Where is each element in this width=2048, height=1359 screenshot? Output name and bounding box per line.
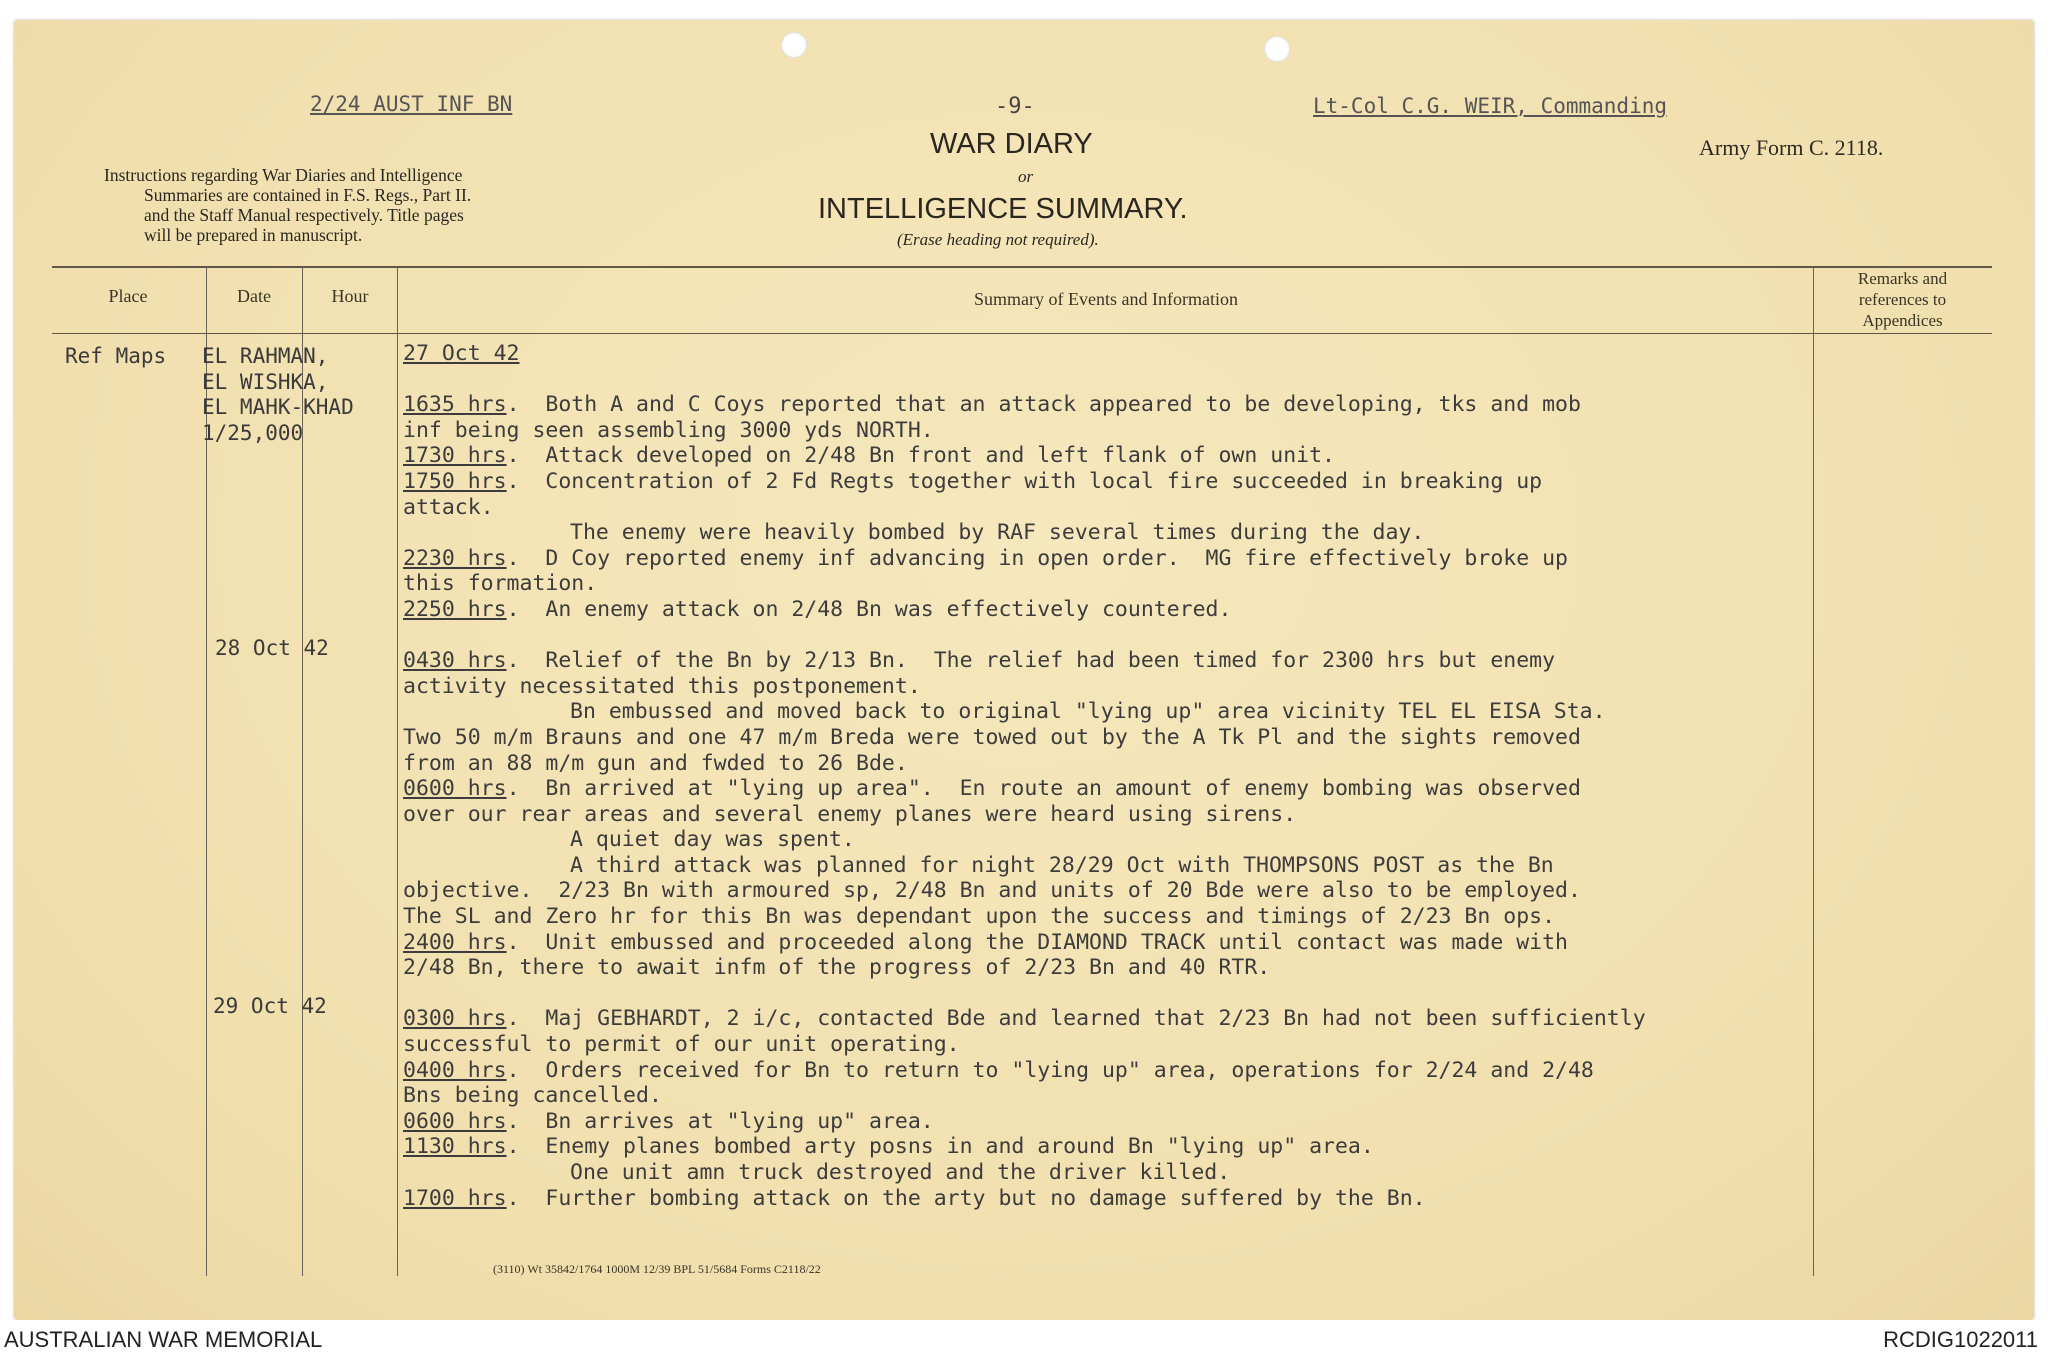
entry-text: . Both A and C Coys reported that an attack appeared to be developing, tks and mob [506, 392, 1581, 418]
entry-time: 0600 hrs [403, 776, 507, 802]
title-war-diary: WAR DIARY [930, 128, 1093, 160]
entry-text: The SL and Zero hr for this Bn was dependant upon the success and timings of 2/23 Bn ops. [403, 904, 1556, 930]
diary-line [403, 930, 1883, 956]
diary-line [403, 1006, 1883, 1032]
entry-text: . D Coy reported enemy inf advancing in open order. MG fire effectively broke up [506, 545, 1568, 571]
diary-line [403, 623, 1883, 649]
diary-line [403, 367, 1883, 393]
instructions-note: Instructions regarding War Diaries and Intelligence Summaries are contained in F.S. Regs., Part II. and the Staff Manual respectively. Title pages will be prepared in manuscript. [104, 165, 472, 245]
diary-line [403, 725, 1883, 751]
entry-text: activity necessitated this postponement. [403, 673, 921, 699]
entry-text: over our rear areas and several enemy planes were heard using sirens. [403, 801, 1297, 827]
entry-time: 2400 hrs [403, 929, 507, 955]
entry-time: 0400 hrs [403, 1057, 507, 1083]
entry-text: this formation. [403, 571, 598, 597]
diary-line [403, 751, 1883, 777]
column-summary: Summary of Events and Information [974, 289, 1238, 309]
entry-text: . Enemy planes bombed arty posns in and around Bn "lying up" area. [506, 1134, 1374, 1160]
date-29-oct: 29 Oct 42 [213, 994, 327, 1018]
ref-maps-label: Ref Maps [65, 344, 167, 368]
header-bottom-rule [52, 333, 1992, 334]
column-hour: Hour [331, 286, 369, 306]
title-intelligence-summary: INTELLIGENCE SUMMARY. [818, 193, 1188, 225]
diary-line [403, 1032, 1883, 1058]
diary-line [403, 571, 1883, 597]
footer-source: AUSTRALIAN WAR MEMORIAL [4, 1327, 323, 1352]
entry-time: 2230 hrs [403, 545, 507, 571]
entry-time: 0600 hrs [403, 1108, 507, 1134]
diary-line [403, 469, 1883, 495]
diary-line [403, 546, 1883, 572]
diary-line [403, 495, 1883, 521]
entry-text: The enemy were heavily bombed by RAF several times during the day. [570, 520, 1425, 546]
footer-record-id: RCDIG1022011 [1883, 1327, 2038, 1352]
entry-text: A quiet day was spent. [570, 827, 855, 853]
diary-line [403, 776, 1883, 802]
diary-line [403, 955, 1883, 981]
diary-line [403, 904, 1883, 930]
entry-text: . Attack developed on 2/48 Bn front and left flank of own unit. [506, 443, 1335, 469]
column-remarks: Remarks and references to Appendices [1857, 269, 1948, 330]
entry-time: 27 Oct 42 [403, 341, 520, 366]
entry-text: One unit amn truck destroyed and the driver killed. [570, 1160, 1231, 1185]
entry-time: 1700 hrs [403, 1185, 507, 1211]
entry-time: 1730 hrs [403, 443, 507, 469]
entry-time: 2250 hrs [403, 596, 507, 622]
entry-time: 0300 hrs [403, 1006, 507, 1032]
punch-hole-right [1264, 36, 1290, 62]
entry-text: Two 50 m/m Brauns and one 47 m/m Breda were towed out by the A Tk Pl and the sights removed [403, 724, 1581, 750]
summary-entries [403, 341, 1883, 1211]
entry-text: . Maj GEBHARDT, 2 i/c, contacted Bde and learned that 2/23 Bn had not been sufficiently [506, 1006, 1646, 1032]
entry-text: A third attack was planned for night 28/29 Oct with THOMPSONS POST as the Bn [570, 852, 1554, 878]
print-code: (3110) Wt 35842/1764 1000M 12/39 BPL 51/5684 Forms C2118/22 [493, 1262, 821, 1276]
entry-text: attack. [403, 494, 494, 520]
entry-text: inf being seen assembling 3000 yds NORTH. [403, 417, 934, 443]
diary-line [403, 981, 1883, 1007]
entry-time: 1130 hrs [403, 1134, 507, 1160]
entry-time: 1750 hrs [403, 468, 507, 494]
diary-line [403, 520, 1883, 546]
entry-text: objective. 2/23 Bn with armoured sp, 2/48 Bn and units of 20 Bde were also to be employed. [403, 878, 1581, 904]
diary-line [403, 1134, 1883, 1160]
diary-line [403, 341, 1883, 367]
diary-line [403, 1186, 1883, 1212]
title-note: (Erase heading not required). [897, 230, 1099, 249]
commanding-officer: Lt-Col C.G. WEIR, Commanding [1313, 94, 1668, 118]
column-place: Place [108, 286, 148, 306]
diary-line [403, 648, 1883, 674]
diary-line [403, 1109, 1883, 1135]
entry-text: 2/48 Bn, there to await infm of the progress of 2/23 Bn and 40 RTR. [403, 955, 1271, 981]
army-form-number: Army Form C. 2118. [1699, 135, 1884, 160]
date-28-oct: 28 Oct 42 [215, 636, 329, 660]
entry-text: successful to permit of our unit operating. [403, 1032, 960, 1058]
punch-hole-left [781, 32, 807, 58]
entry-time: 0430 hrs [403, 648, 507, 674]
diary-line [403, 418, 1883, 444]
diary-line [403, 597, 1883, 623]
entry-text: . Bn arrives at "lying up" area. [506, 1108, 934, 1134]
diary-line [403, 443, 1883, 469]
diary-line [403, 878, 1883, 904]
column-date: Date [237, 286, 271, 306]
diary-line [403, 853, 1883, 879]
diary-line [403, 674, 1883, 700]
diary-line [403, 1058, 1883, 1084]
entry-text: . Concentration of 2 Fd Regts together with local fire succeeded in breaking up [506, 468, 1543, 494]
entry-text: . Further bombing attack on the arty but no damage suffered by the Bn. [506, 1185, 1426, 1211]
entry-text: Bns being cancelled. [403, 1083, 662, 1109]
entry-text: Bn embussed and moved back to original "lying up" area vicinity TEL EL EISA Sta. [570, 699, 1606, 725]
entry-text: . Relief of the Bn by 2/13 Bn. The relief had been timed for 2300 hrs but enemy [506, 648, 1556, 674]
diary-line [403, 827, 1883, 853]
entry-text: . Bn arrived at "lying up area". En route an amount of enemy bombing was observed [506, 776, 1581, 802]
entry-text: . Orders received for Bn to return to "lying up" area, operations for 2/24 and 2/48 [506, 1057, 1594, 1083]
unit-name: 2/24 AUST INF BN [310, 92, 513, 116]
diary-line [403, 1160, 1883, 1186]
entry-time: 1635 hrs [403, 392, 507, 418]
header-top-rule [52, 266, 1992, 268]
divider-hour-summary [397, 268, 398, 1276]
diary-line [403, 802, 1883, 828]
ref-maps-list: EL RAHMAN, EL WISHKA, EL MAHK-KHAD 1/25,000 [202, 344, 354, 445]
title-or: or [1018, 167, 1034, 186]
page-number: -9- [995, 94, 1035, 119]
diary-line [403, 699, 1883, 725]
entry-text: . An enemy attack on 2/48 Bn was effectively countered. [506, 596, 1232, 622]
entry-text: . Unit embussed and proceeded along the DIAMOND TRACK until contact was made with [506, 929, 1568, 955]
diary-line [403, 392, 1883, 418]
archive-footer [0, 1320, 2048, 1359]
entry-text: from an 88 m/m gun and fwded to 26 Bde. [403, 750, 908, 776]
diary-line [403, 1083, 1883, 1109]
